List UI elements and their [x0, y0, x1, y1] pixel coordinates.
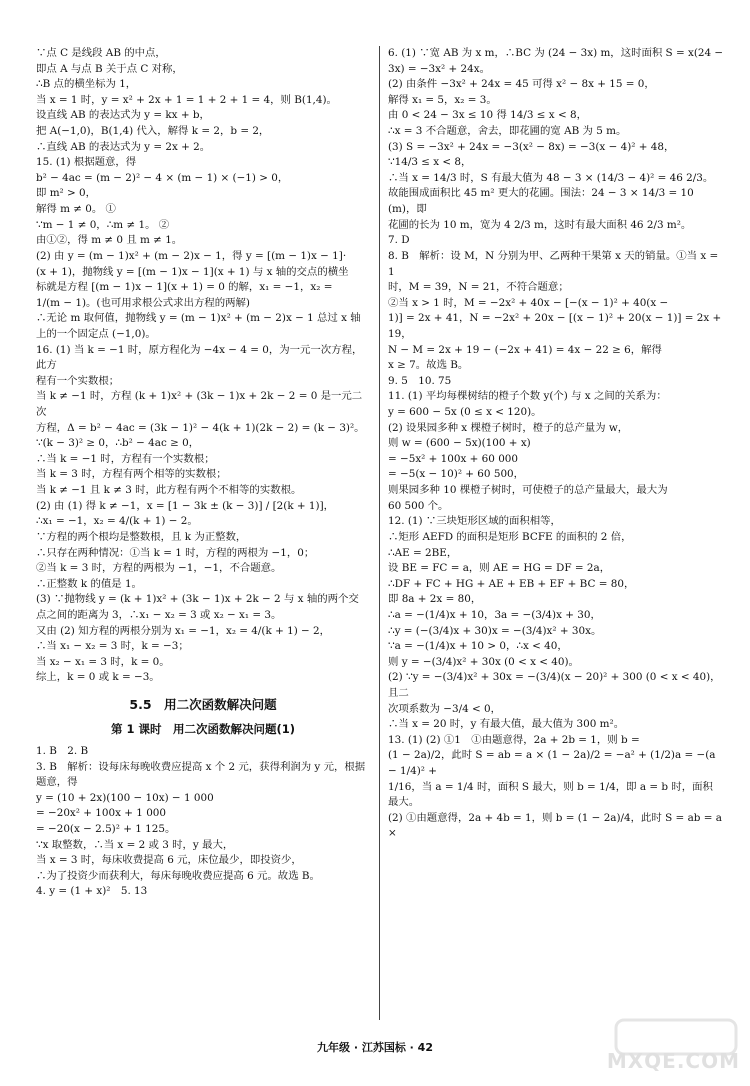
text-line: 则 y = −(3/4)x² + 30x (0 < x < 40)。 [388, 655, 579, 668]
text-line: ∴矩形 AEFD 的面积是矩形 BCFE 的面积的 2 倍， [388, 530, 632, 543]
text-line: ∴当 x = 20 时，y 有最大值，最大值为 300 m²。 [388, 718, 625, 731]
text-line: ∴x₁ = −1，x₂ = 4/(k + 1) − 2。 [36, 515, 198, 528]
watermark-text: MXQE.COM [606, 1049, 740, 1073]
text-line: 7. D [388, 234, 410, 247]
text-line: 综上，k = 0 或 k = −3。 [36, 671, 160, 684]
text-line: 即 8a + 2x = 80， [388, 593, 482, 606]
text-line: 由 0 < 24 − 3x ≤ 10 得 14/3 ≤ x < 8， [388, 109, 587, 122]
text-line: 解得 x₁ = 5，x₂ = 3。 [388, 93, 497, 106]
text-line: ∴当 k = −1 时，方程有一个实数根； [36, 452, 215, 465]
text-line: 9. 5 10. 75 [388, 374, 452, 387]
text-line: ∵a = −(1/4)x + 10 > 0，∴x < 40， [388, 640, 568, 653]
text-line: ∵方程的两个根均是整数根，且 k 为正整数， [36, 530, 247, 543]
lesson-title: 第 1 课时 用二次函数解决问题(1) [110, 721, 296, 736]
text-line: 当 k ≠ −1 且 k ≠ 3 时，此方程有两个不相等的实数根。 [36, 484, 302, 497]
text-line: ②当 k = 3 时，方程的两根为 −1，−1，不合题意。 [36, 562, 282, 575]
text-line: 由①②，得 m ≠ 0 且 m ≠ 1。 [36, 234, 183, 247]
text-line: (x + 1)，抛物线 y = [(m − 1)x − 1](x + 1) 与 x 轴的交点的横坐 [36, 265, 349, 278]
text-line: ②当 x > 1 时，M = −2x² + 40x − [−(x − 1)² + 40(x − [388, 296, 669, 309]
text-line: 6. (1) ∵宽 AB 为 x m，∴BC 为 (24 − 3x) m，这时面积 S = x(24 − [388, 47, 724, 59]
text-line: = −20(x − 2.5)² + 1 125。 [36, 823, 176, 836]
text-line: 11. (1) 平均每棵树结的橙子个数 y(个) 与 x 之间的关系为： [388, 390, 667, 403]
text-line: N − M = 2x + 19 − (−2x + 41) = 4x − 22 ≥ 6，解得 [388, 343, 662, 356]
text-line: 上的一个固定点 (−1,0)。 [36, 327, 156, 340]
text-line: y = (10 + 2x)(100 − 10x) − 1 000 [36, 791, 214, 804]
text-line: (1 − 2a)/2，此时 S = ab = a × (1 − 2a)/2 = −a² + (1/2)a = −(a − 1/4)² + [388, 749, 716, 778]
text-line: (3) ∵抛物线 y = (k + 1)x² + (3k − 1)x + 2k − 2 与 x 轴的两个交 [36, 593, 359, 606]
text-line: 当 x₂ − x₁ = 3 时，k = 0。 [36, 655, 170, 668]
text-line: 时，M = 39，N = 21，不符合题意； [388, 281, 569, 294]
text-line: (2) ∵y = −(3/4)x² + 30x = −(3/4)(x − 20)² + 300 (0 < x < 40)，且二 [388, 671, 721, 699]
text-line: ∴B 点的横坐标为 1， [36, 78, 137, 91]
text-line: ∵点 C 是线段 AB 的中点， [36, 47, 166, 59]
text-line: (2) ①由题意得，2a + 4b = 1，则 b = (1 − 2a)/4，此时 S = ab = a × [388, 811, 722, 840]
text-line: 8. B 解析：设 M，N 分别为甲、乙两种干果第 x 天的销量。①当 x = 1 [388, 249, 719, 278]
text-line: ∴正整数 k 的值是 1。 [36, 577, 142, 590]
left-column [36, 46, 370, 900]
text-line: (2) 由 (1) 得 k ≠ −1，x = [1 − 3k ± (k − 3)] / [2(k + 1)]， [36, 499, 335, 512]
text-line: 16. (1) 当 k = −1 时，原方程化为 −4x − 4 = 0，为一元一次方程，此方 [36, 343, 363, 372]
text-line: ∴无论 m 取何值，抛物线 y = (m − 1)x² + (m − 2)x − 1 总过 x 轴 [36, 312, 361, 325]
text-line: 程有一个实数根； [36, 374, 120, 387]
text-line: 次项系数为 −3/4 < 0， [388, 702, 501, 715]
text-line: ∴当 x = 14/3 时，S 有最大值为 48 − 3 × (14/3 − 4)² = 46 2/3。 [388, 171, 714, 184]
text-line: ∴直线 AB 的表达式为 y = 2x + 2。 [36, 140, 211, 153]
text-line: 题意，得 [36, 776, 78, 789]
text-line: 当 k ≠ −1 时，方程 (k + 1)x² + (3k − 1)x + 2k − 2 = 0 是一元二次 [36, 390, 363, 419]
text-line: 1. B 2. B [36, 744, 89, 757]
page-footer: 九年级 · 江苏国标 · 42 [317, 1041, 433, 1054]
text-line: x ≥ 7。故选 B。 [388, 359, 469, 372]
text-line: 当 k = 3 时，方程有两个相等的实数根； [36, 468, 227, 481]
text-line: 4. y = (1 + x)² 5. 13 [36, 885, 148, 898]
text-line: ∴DF + FC + HG + AE + EB + EF + BC = 80， [388, 577, 635, 590]
text-line: 则果园多种 10 棵橙子树时，可使橙子的总产量最大，最大为 [388, 484, 668, 497]
text-line: 即 m² > 0， [36, 187, 97, 200]
text-line: ∴AE = 2BE， [388, 546, 458, 559]
text-line: 花圃的长为 10 m，宽为 4 2/3 m，这时有最大面积 46 2/3 m²。 [388, 218, 692, 231]
text-line: 最大。 [388, 796, 420, 809]
text-line: b² − 4ac = (m − 2)² − 4 × (m − 1) × (−1) > 0， [36, 171, 289, 184]
text-line: ∵14/3 ≤ x < 8， [388, 156, 472, 169]
text-line: (3) S = −3x² + 24x = −3(x² − 8x) = −3(x − 4)² + 48， [388, 140, 675, 153]
watermark-logo [606, 1014, 746, 1080]
text-line: y = 600 − 5x (0 ≤ x < 120)。 [388, 406, 542, 419]
text-line: 1/16，当 a = 1/4 时，面积 S 最大，则 b = 1/4，即 a = b 时，面积 [388, 780, 713, 793]
text-line: 15. (1) 根据题意，得 [36, 156, 137, 169]
text-line: (2) 由条件 −3x² + 24x = 45 可得 x² − 8x + 15 = 0， [388, 78, 655, 91]
text-line: 方程，Δ = b² − 4ac = (3k − 1)² − 4(k + 1)(2k − 2) = (k − 3)²。 [36, 421, 365, 434]
text-line: ∵m − 1 ≠ 0，∴m ≠ 1。 ② [36, 218, 170, 231]
right-column [388, 46, 724, 842]
text-line: ∴只存在两种情况：①当 k = 1 时，方程的两根为 −1，0； [36, 546, 315, 559]
text-line: 1)] = 2x + 41，N = −2x² + 20x − [(x − 1)² + 20(x − 1)] = 2x + 19， [388, 312, 722, 340]
text-line: 1/(m − 1)。(也可用求根公式求出方程的两解) [36, 296, 250, 309]
text-line: ∴当 x₁ − x₂ = 3 时，k = −3； [36, 640, 189, 653]
text-line: 当 x = 1 时，y = x² + 2x + 1 = 1 + 2 + 1 = 4，则 B(1,4)。 [36, 93, 337, 106]
text-line: 设 BE = FC = a，则 AE = HG = DF = 2a， [388, 562, 611, 575]
text-line: 3x) = −3x² + 24x。 [388, 62, 490, 75]
text-line: 故能围成面积比 45 m² 更大的花圃。围法：24 − 3 × 14/3 = 10 (m)，即 [388, 187, 694, 216]
text-line: = −5(x − 10)² + 60 500， [388, 468, 525, 481]
text-line: 标就是方程 [(m − 1)x − 1](x + 1) = 0 的解，x₁ = −1，x₂ = [36, 281, 333, 294]
text-line: ∴x = 3 不合题意，舍去，即花圃的宽 AB 为 5 m。 [388, 125, 627, 138]
text-line: (2) 由 y = (m − 1)x² + (m − 2)x − 1，得 y = [(m − 1)x − 1]· [36, 249, 347, 262]
text-line: 13. (1) (2) ①1 ①由题意得，2a + 2b = 1，则 b = [388, 733, 640, 746]
text-line: 即点 A 与点 B 关于点 C 对称， [36, 62, 183, 75]
text-line: = −5x² + 100x + 60 000 [388, 452, 519, 465]
text-line: 12. (1) ∵三块矩形区域的面积相等， [388, 515, 561, 528]
text-line: 则 w = (600 − 5x)(100 + x) [388, 437, 531, 450]
text-line: 解得 m ≠ 0。 ① [36, 203, 116, 216]
column-divider [379, 46, 380, 1020]
text-line: 60 500 个。 [388, 499, 449, 512]
section-title: 5.5 用二次函数解决问题 [129, 696, 277, 712]
text-line: ∵x 取整数，∴当 x = 2 或 3 时，y 最大， [36, 838, 234, 851]
text-line: 设直线 AB 的表达式为 y = kx + b， [36, 109, 210, 122]
text-line: 又由 (2) 知方程的两根分别为 x₁ = −1，x₂ = 4/(k + 1) − 2， [36, 624, 331, 637]
text-line: (2) 设果园多种 x 棵橙子树时，橙子的总产量为 w， [388, 421, 629, 434]
text-line: 把 A(−1,0)，B(1,4) 代入，解得 k = 2，b = 2， [36, 125, 270, 138]
text-line: 点之间的距离为 3，∴x₁ − x₂ = 3 或 x₂ − x₁ = 3。 [36, 608, 282, 621]
text-line: ∴a = −(1/4)x + 10，3a = −(3/4)x + 30， [388, 608, 601, 621]
text-line: ∴y = (−(3/4)x + 30)x = −(3/4)x² + 30x。 [388, 624, 602, 637]
text-line: = −20x² + 100x + 1 000 [36, 807, 167, 820]
text-line: 3. B 解析：设每床每晚收费应提高 x 个 2 元，获得利润为 y 元，根据 [36, 760, 366, 773]
text-line: ∵(k − 3)² ≥ 0，∴b² − 4ac ≥ 0， [36, 437, 200, 450]
text-line: 当 x = 3 时，每床收费提高 6 元，床位最少，即投资少， [36, 854, 302, 867]
text-line: ∴为了投资少而获利大，每床每晚收费应提高 6 元。故选 B。 [36, 869, 320, 882]
